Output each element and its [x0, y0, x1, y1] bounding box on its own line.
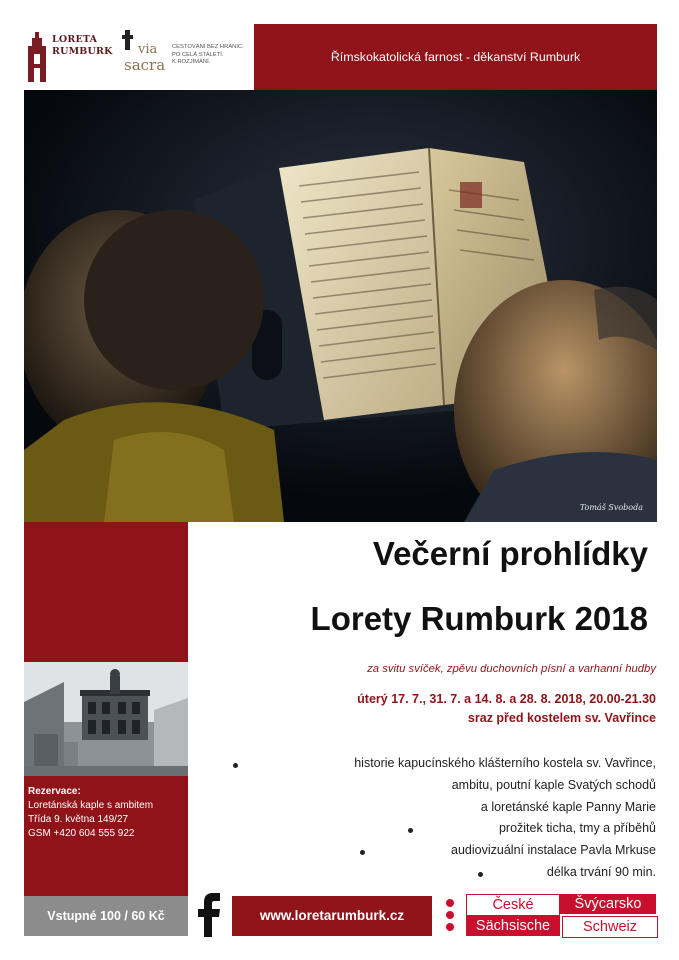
- via-sacra-logo[interactable]: [122, 28, 252, 88]
- church-photo-illustration: [24, 662, 188, 776]
- ceske-svycarsko-logo[interactable]: [442, 893, 657, 938]
- facebook-icon[interactable]: [198, 893, 222, 937]
- title-line-1: Večerní prohlídky: [372, 535, 648, 572]
- ss-logo-cz2: Švýcarsko: [560, 894, 656, 914]
- highlight-1-cont-a: ambitu, poutní kaple Svatých schodů: [451, 778, 656, 792]
- title-line-2: Lorety Rumburk 2018: [310, 600, 648, 637]
- loreta-building-icon: [26, 32, 48, 82]
- website-box[interactable]: [232, 896, 432, 936]
- parish-title: Římskokatolická farnost - děkanství Rumburk: [330, 50, 581, 64]
- website-link[interactable]: www.loretarumburk.cz: [259, 908, 405, 923]
- highlight-2: prožitek ticha, tmy a příběhů: [498, 821, 656, 835]
- ss-logo-de1: Sächsische: [466, 916, 560, 936]
- event-dates: úterý 17. 7., 31. 7. a 14. 8. a 28. 8. 2018, 20.00-21.30: [357, 692, 656, 706]
- reservation-venue: Loretánská kaple s ambitem: [28, 800, 154, 811]
- reservation-box: [24, 776, 188, 896]
- church-photo: [24, 662, 188, 776]
- loreta-logo-line2: RUMBURK: [52, 46, 113, 57]
- meeting-point: sraz před kostelem sv. Vavřince: [467, 711, 656, 725]
- ss-logo-de2: Schweiz: [562, 916, 658, 938]
- via-sacra-tagline-3: K ROZJÍMÁNÍ.: [172, 59, 211, 65]
- highlight-3: audiovizuální instalace Pavla Mrkuse: [451, 843, 656, 857]
- via-sacra-word1: via: [138, 42, 158, 57]
- ss-dots-icon: [442, 893, 462, 938]
- header-bar: [254, 24, 657, 90]
- left-red-panel: [24, 522, 188, 662]
- hero-photo: [24, 90, 657, 522]
- price-text: Vstupné 100 / 60 Kč: [47, 909, 165, 923]
- reservation-phone[interactable]: GSM +420 604 555 922: [28, 828, 135, 839]
- via-sacra-word2: sacra: [124, 56, 166, 74]
- event-subtitle: za svitu svíček, zpěvu duchovních písní a varhanní hudby: [367, 663, 656, 675]
- highlight-1: historie kapucínského klášterního kostela sv. Vavřince,: [354, 756, 656, 770]
- via-sacra-tagline: [172, 44, 254, 67]
- price-box: [24, 896, 188, 936]
- highlight-4: délka trvání 90 min.: [546, 865, 656, 879]
- reservation-title: Rezervace:: [28, 786, 81, 797]
- highlight-1-cont-b: a loretánské kaple Panny Marie: [480, 800, 656, 814]
- reservation-address: Třída 9. května 149/27: [28, 814, 129, 825]
- via-sacra-tagline-2: PO CELÁ STALETÍ.: [172, 51, 224, 58]
- loreta-rumburk-logo[interactable]: [26, 28, 116, 82]
- hero-photo-illustration: [24, 90, 657, 522]
- via-sacra-tagline-1: CESTOVÁNÍ BEZ HRANIC.: [172, 44, 244, 50]
- header-logos: [24, 24, 254, 90]
- photo-credit: Tomáš Svoboda: [579, 503, 643, 512]
- ss-logo-cz1: České: [466, 894, 560, 916]
- loreta-logo-line1: LORETA: [52, 34, 98, 45]
